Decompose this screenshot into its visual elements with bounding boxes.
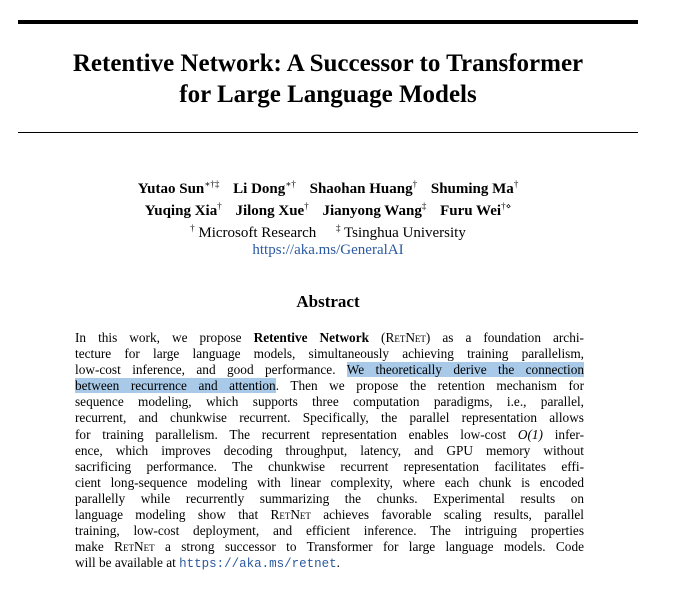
code-link[interactable]: https://aka.ms/retnet <box>179 557 337 572</box>
title-line-1: Retentive Network: A Successor to Transformer <box>72 50 584 77</box>
model-name: Retentive Network <box>253 330 369 345</box>
abstract-line: low-cost inference, and good performance. We theoretically derive the connection <box>75 362 584 378</box>
abstract-line: training, low-cost deployment, and efficient inference. The intriguing properties <box>75 523 584 539</box>
abstract-line: make RetNet a strong successor to Transformer for large language models. Code <box>75 539 584 555</box>
author: Jilong Xue† <box>235 201 309 219</box>
affiliation: ‡ Tsinghua University <box>336 223 466 241</box>
big-o-notation: O(1) <box>517 426 543 442</box>
abstract-body <box>75 330 584 572</box>
author: Jianyong Wang‡ <box>322 201 427 219</box>
abstract-line: for training parallelism. The recurrent representation enables low-cost O(1) infer- <box>75 426 585 442</box>
title-line-2: for Large Language Models <box>179 81 477 108</box>
abstract-line: will be available at https://aka.ms/retnet. <box>75 555 340 572</box>
project-link-line <box>0 242 656 259</box>
author: Shuming Ma† <box>430 179 519 197</box>
project-link[interactable]: https://aka.ms/GeneralAI <box>252 242 404 258</box>
affiliation: † Microsoft Research <box>190 223 317 241</box>
abstract-line: cient long-sequence modeling with linear complexity, where each chunk is encoded <box>75 474 584 490</box>
author-line-1 <box>0 176 656 198</box>
abstract-line: between recurrence and attention. Then we propose the retention mechanism for <box>75 378 585 394</box>
abstract-line: parallelly while recurrently summarizing the chunks. Experimental results on <box>75 490 584 506</box>
author: Yutao Sun∗†‡ <box>137 179 220 197</box>
author: Shaohan Huang† <box>309 179 418 197</box>
paper-title <box>0 48 656 110</box>
abstract-line: sequence modeling, which supports three computation paradigms, i.e., parallel, <box>75 394 584 410</box>
author-line-2 <box>0 198 656 220</box>
abstract-line: language modeling show that RetNet achieves favorable scaling results, parallel <box>75 507 585 523</box>
abstract-line: ence, which improves decoding throughput, latency, and GPU memory without <box>75 442 584 458</box>
selected-text[interactable]: between recurrence and attention <box>75 378 276 394</box>
abstract-heading: Abstract <box>296 292 360 311</box>
selected-text[interactable]: We theoretically derive the connection <box>346 362 584 378</box>
abstract-line: tecture for large language models, simultaneously achieving training parallelism, <box>75 346 584 362</box>
author: Furu Wei†⋄ <box>440 201 512 219</box>
top-rule <box>18 20 638 24</box>
author: Yuqing Xia† <box>144 201 222 219</box>
abstract-line: In this work, we propose Retentive Network (RetNet) as a foundation archi- <box>75 330 584 345</box>
title-bottom-rule <box>18 132 638 133</box>
author: Li Dong∗† <box>233 179 296 197</box>
abstract-line: recurrent, and chunkwise recurrent. Specifically, the parallel representation allows <box>75 410 584 426</box>
abstract-line: sacrificing performance. The chunkwise recurrent representation facilitates effi- <box>75 458 584 474</box>
affiliation-line <box>0 220 656 242</box>
author-block <box>0 176 656 259</box>
